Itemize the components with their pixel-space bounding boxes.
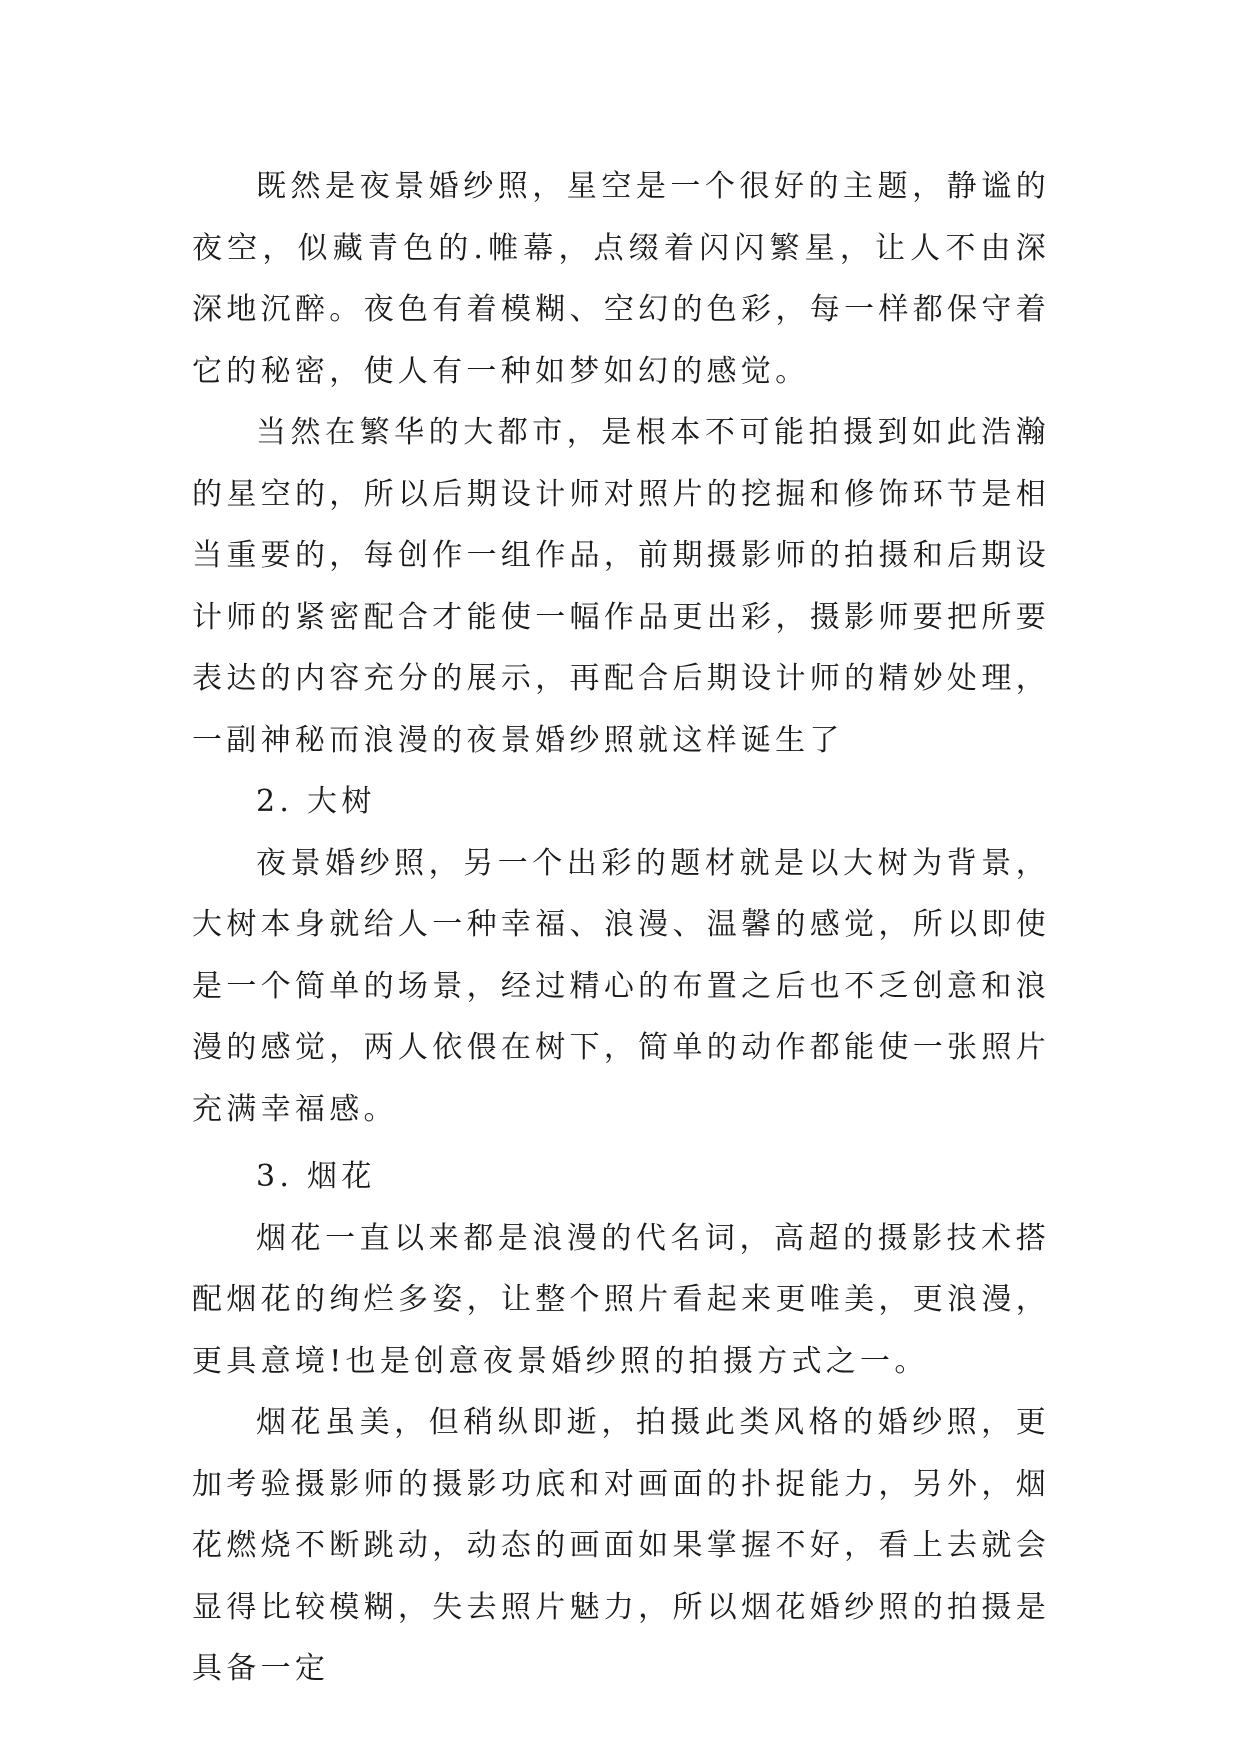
paragraph-big-tree: 夜景婚纱照，另一个出彩的题材就是以大树为背景，大树本身就给人一种幸福、浪漫、温馨的感觉，所以即使是一个简单的场景，经过精心的布置之后也不乏创意和浪漫的感觉，两人依偎在树下，简单的动作都能使一张照片充满幸福感。 [192,845,1050,1127]
section-heading-fireworks: 3. 烟花 [256,1159,376,1194]
paragraph-fireworks-technique: 烟花虽美，但稍纵即逝，拍摄此类风格的婚纱照，更加考验摄影师的摄影功底和对画面的扑捉能力，另外，烟花燃烧不断跳动，动态的画面如果掌握不好，看上去就会显得比较模糊，失去照片魅力，所以烟花婚纱照的拍摄是具备一定 [192,1405,1050,1686]
document-body [192,156,1050,1700]
paragraph-post-processing: 当然在繁华的大都市，是根本不可能拍摄到如此浩瀚的星空的，所以后期设计师对照片的挖掘和修饰环节是相当重要的，每创作一组作品，前期摄影师的拍摄和后期设计师的紧密配合才能使一幅作品更出彩，摄影师要把所要表达的内容充分的展示，再配合后期设计师的精妙处理，一副神秘而浪漫的夜景婚纱照就这样诞生了 [192,415,1050,758]
paragraph-fireworks-intro: 烟花一直以来都是浪漫的代名词，高超的摄影技术搭配烟花的绚烂多姿，让整个照片看起来更唯美，更浪漫，更具意境!也是创意夜景婚纱照的拍摄方式之一。 [192,1220,1050,1379]
section-heading-big-tree: 2. 大树 [256,784,376,819]
paragraph-starry-sky: 既然是夜景婚纱照，星空是一个很好的主题，静谧的夜空，似藏青色的.帷幕，点缀着闪闪繁星，让人不由深深地沉醉。夜色有着模糊、空幻的色彩，每一样都保守着它的秘密，使人有一种如梦如幻的感觉。 [192,169,1050,389]
